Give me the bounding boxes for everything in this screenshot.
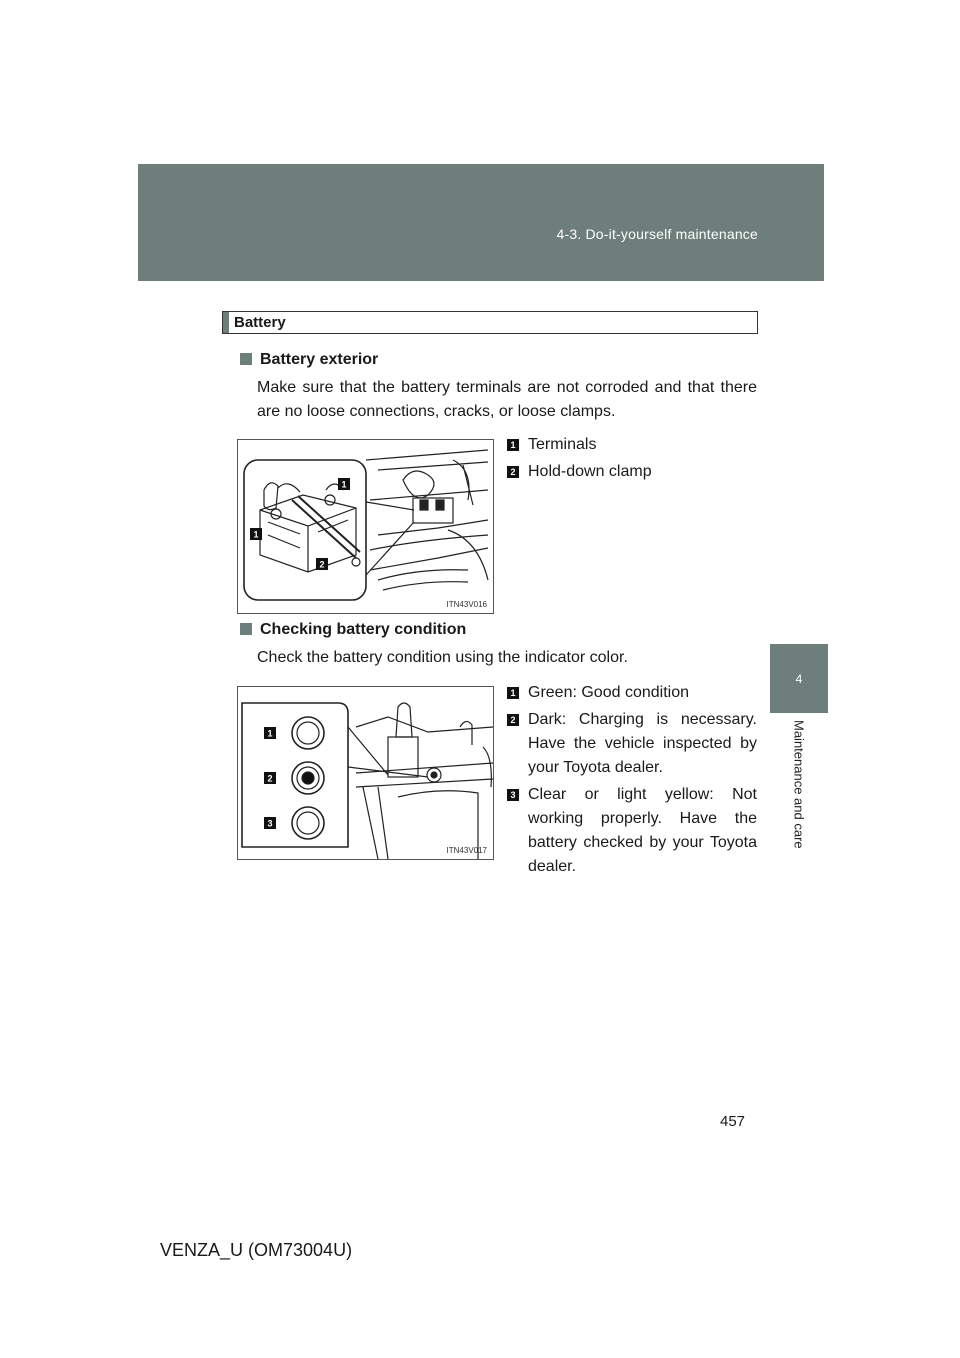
battery-indicator-figure	[237, 686, 494, 860]
square-bullet-icon	[240, 353, 252, 365]
indicator-illustration	[238, 687, 493, 859]
callout-1: 1	[267, 728, 273, 739]
subheading-exterior: Battery exterior	[240, 351, 378, 369]
legend-item: 1 Green: Good condition	[507, 681, 757, 705]
subheading-condition: Checking battery condition	[240, 621, 466, 639]
section-title: Battery	[234, 314, 286, 331]
callout-2: 2	[319, 559, 325, 570]
callout-3: 3	[267, 818, 273, 829]
exterior-body: Make sure that the battery terminals are not corroded and that there are no loose connections, cracks, or loose clamps.	[257, 379, 757, 420]
callout-1a: 1	[341, 479, 347, 490]
header-section-title: 4-3. Do-it-yourself maintenance	[556, 226, 758, 242]
square-bullet-icon	[240, 623, 252, 635]
number-badge: 3	[507, 789, 519, 801]
section-title-box	[222, 311, 758, 334]
condition-body: Check the battery condition using the indicator color.	[257, 649, 628, 666]
footer-doc-id: VENZA_U (OM73004U)	[160, 1240, 353, 1260]
callout-1b: 1	[253, 529, 259, 540]
legend-item: 3 Clear or light yellow: Not working properly. Have the battery checked by your Toyota dealer.	[507, 783, 757, 879]
legend-item: 2 Dark: Charging is necessary. Have the vehicle inspected by your Toyota dealer.	[507, 708, 757, 780]
figure-code: ITN43V017	[446, 846, 487, 855]
callout-2: 2	[267, 773, 273, 784]
figure-code: ITN43V016	[446, 600, 487, 609]
header-band	[138, 164, 824, 281]
number-badge: 2	[507, 714, 519, 726]
chapter-number: 4	[795, 671, 803, 686]
page-number: 457	[720, 1113, 746, 1130]
exterior-legend	[507, 433, 757, 487]
battery-exterior-figure	[237, 439, 494, 614]
chapter-label: Maintenance and care	[791, 720, 807, 849]
condition-legend	[507, 681, 757, 882]
engine-bay-illustration	[238, 440, 493, 613]
number-badge: 1	[507, 687, 519, 699]
chapter-tab[interactable]	[770, 644, 828, 713]
section-title-bar	[223, 312, 229, 333]
number-badge: 2	[507, 466, 519, 478]
legend-item: 1 Terminals	[507, 433, 757, 457]
number-badge: 1	[507, 439, 519, 451]
legend-item: 2 Hold-down clamp	[507, 460, 757, 484]
